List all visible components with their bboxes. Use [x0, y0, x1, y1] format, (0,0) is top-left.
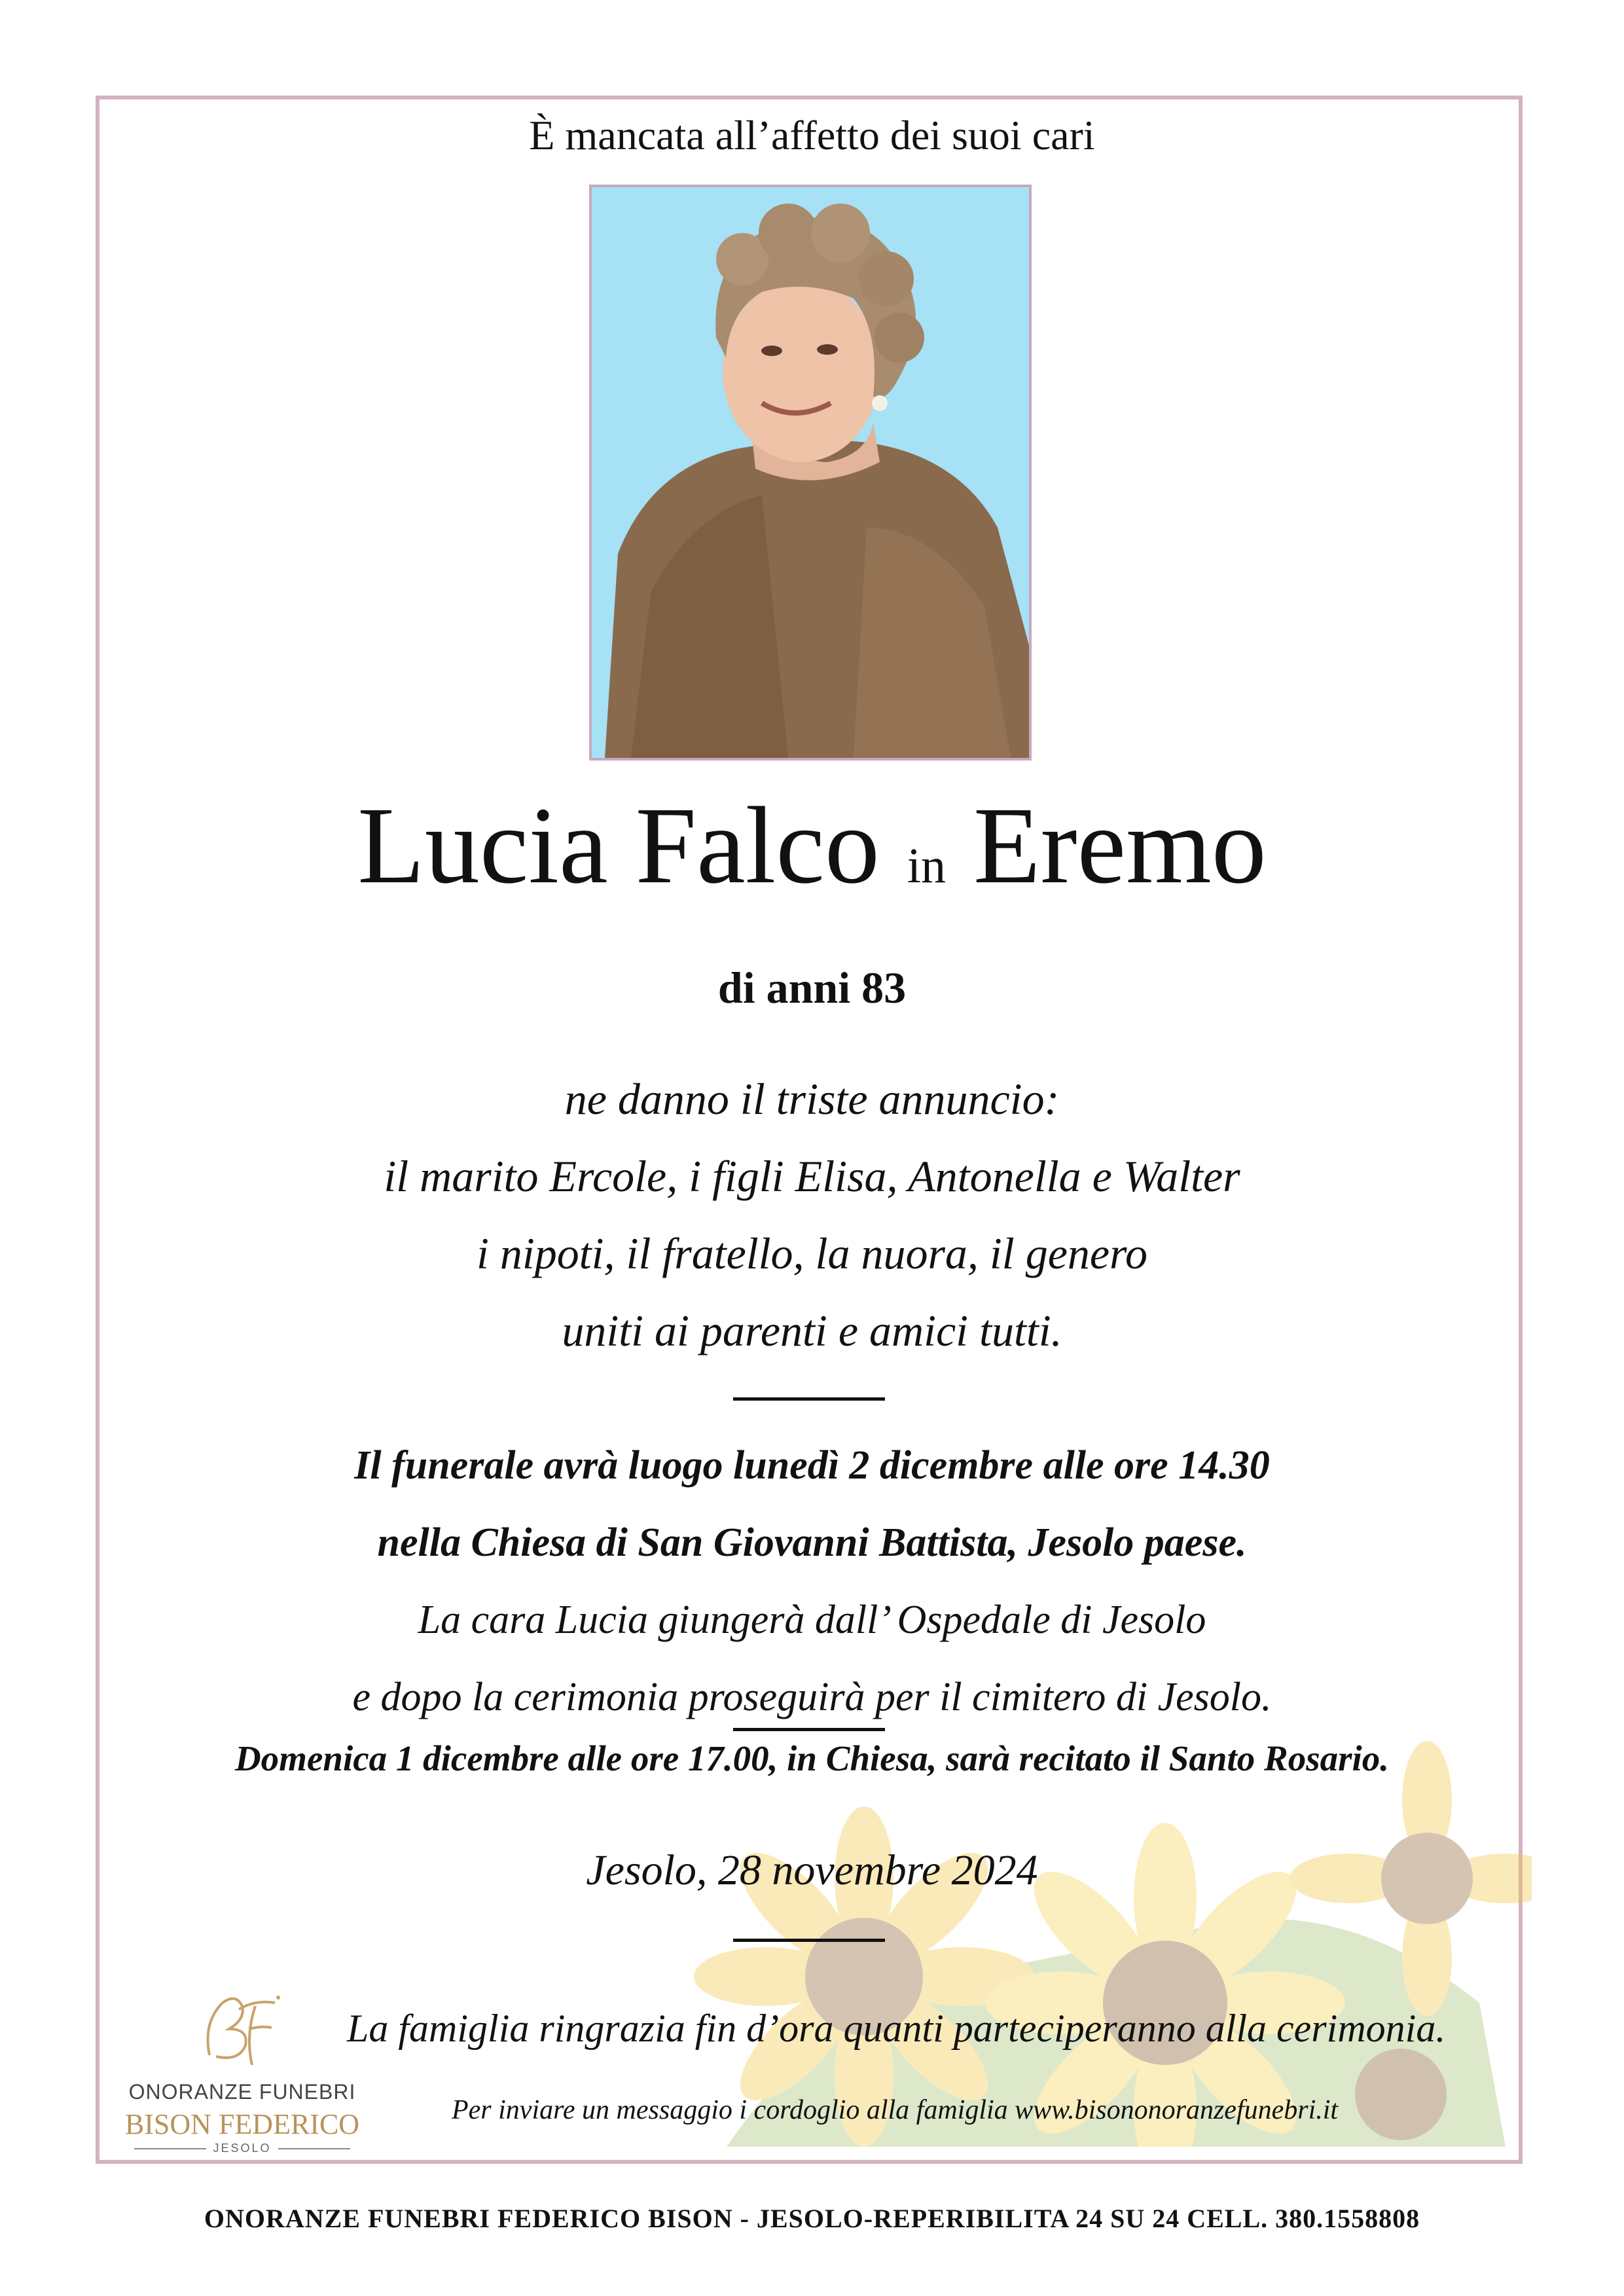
deceased-age: di anni 83 [717, 963, 907, 1013]
name-connector: in [907, 838, 946, 893]
announcement-line: il marito Ercole, i figli Elisa, Antonella e Walter [384, 1151, 1240, 1201]
divider-rule [733, 1397, 885, 1401]
deceased-married-name: Eremo [973, 785, 1267, 906]
funeral-line-bold: Il funerale avrà luogo lunedì 2 dicembre alle ore 14.30 [354, 1443, 1270, 1488]
divider-rule [733, 1728, 885, 1731]
bf-monogram-icon [183, 1983, 288, 2075]
announcement-line: ne danno il triste annuncio: [564, 1074, 1060, 1124]
announcement-line: i nipoti, il fratello, la nuora, il genero [476, 1229, 1147, 1278]
thanks-note: La famiglia ringrazia fin d’ora quanti parteciperanno alla cerimonia. [347, 2007, 1446, 2050]
deceased-name [0, 785, 1624, 906]
place-date: Jesolo, 28 novembre 2024 [586, 1846, 1038, 1894]
deceased-first-surname: Lucia Falco [357, 785, 880, 906]
deceased-portrait [589, 185, 1032, 761]
logo-line-3: JESOLO [111, 2142, 373, 2155]
logo-line-1: ONORANZE FUNEBRI [128, 2080, 356, 2104]
rosary-notice: Domenica 1 dicembre alle ore 17.00, in Chiesa, sarà recitato il Santo Rosario. [234, 1738, 1390, 1778]
intro-line: È mancata all’affetto dei suoi cari [529, 112, 1095, 158]
announcement-block [0, 1060, 1624, 1369]
condolence-message-note: Per inviare un messaggio i cordoglio alla famiglia www.bisononoranzefunebri.it [452, 2095, 1339, 2125]
logo-line-2: BISON FEDERICO [124, 2108, 360, 2140]
portrait-illustration [592, 187, 1029, 758]
funeral-details [0, 1427, 1624, 1736]
footer-contact: ONORANZE FUNEBRI FEDERICO BISON - JESOLO-REPERIBILITA 24 SU 24 CELL. 380.1558808 [204, 2204, 1420, 2233]
funeral-line: e dopo la cerimonia proseguirà per il cimitero di Jesolo. [352, 1675, 1272, 1719]
announcement-line: uniti ai parenti e amici tutti. [562, 1306, 1062, 1355]
funeral-line-bold: nella Chiesa di San Giovanni Battista, Jesolo paese. [377, 1520, 1247, 1565]
divider-rule [733, 1939, 885, 1942]
funeral-home-logo [111, 1983, 373, 2155]
funeral-line: La cara Lucia giungerà dall’ Ospedale di Jesolo [418, 1598, 1206, 1642]
